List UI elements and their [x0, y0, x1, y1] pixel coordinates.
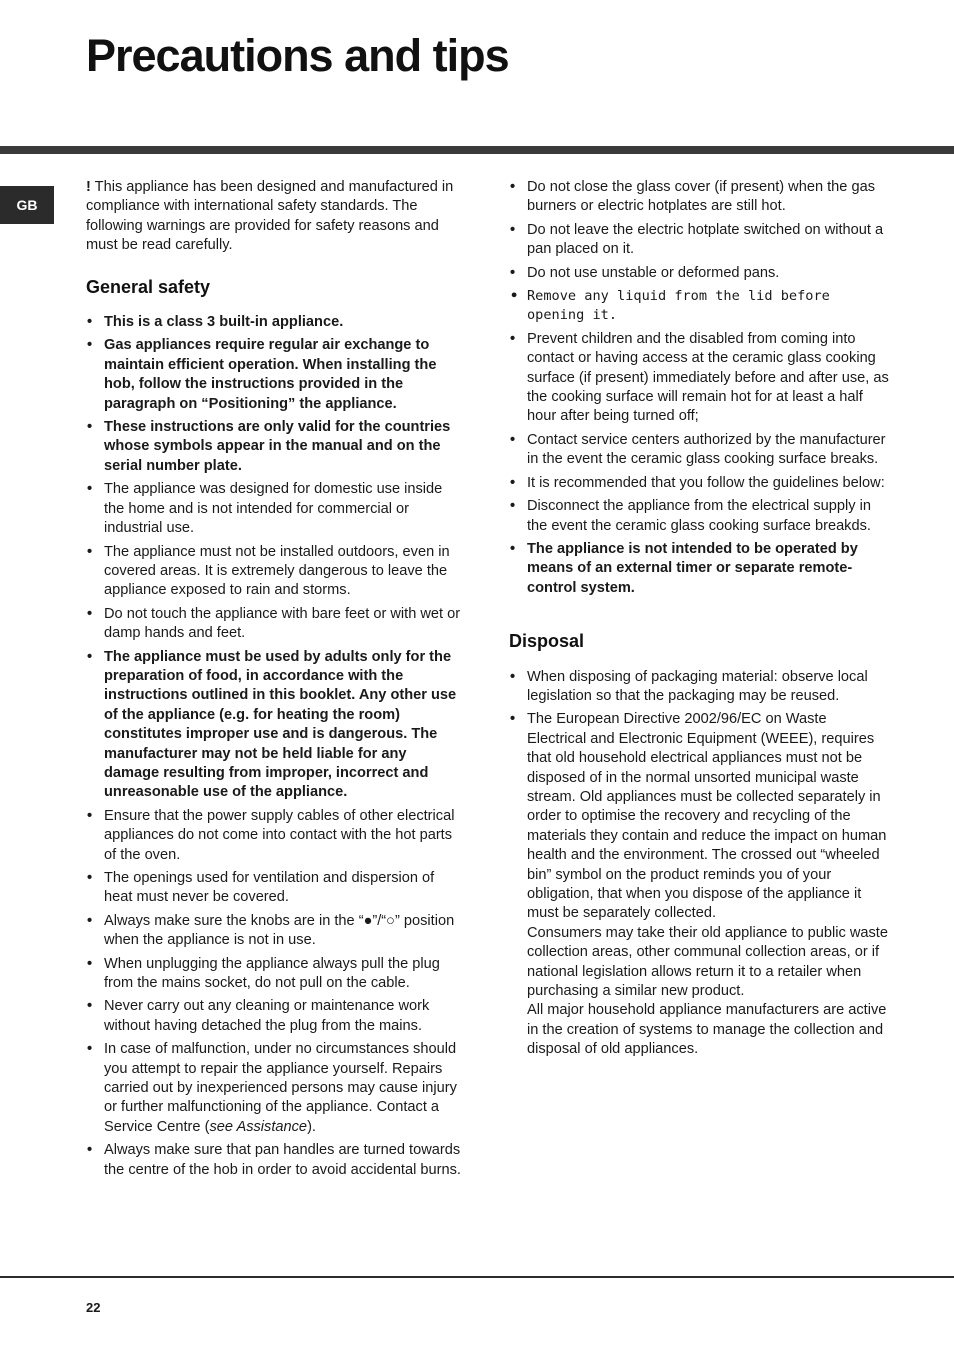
list-item: • Do not close the glass cover (if present) when the gas burners or electric hotplates are still hot.: [510, 179, 875, 215]
footer-divider: [0, 1276, 954, 1278]
intro-paragraph: [86, 178, 464, 256]
page-number: 22: [86, 1300, 101, 1315]
list-item: • These instructions are only valid for the countries whose symbols appear in the manual and on the serial number plate.: [87, 419, 451, 474]
list-item: • Do not touch the appliance with bare feet or with wet or damp hands and feet.: [87, 605, 461, 642]
list-item: • Gas appliances require regular air exchange to maintain efficient operation. When installing the hob, follow the instructions provided in the paragraph on “Positioning” the appliance.: [87, 337, 437, 412]
bullet-icon: •: [510, 540, 516, 557]
list-item: • When disposing of packaging material: observe local legislation so that the packaging may be reused.: [510, 668, 868, 704]
bullet-icon: •: [87, 870, 93, 886]
bullet-icon: •: [87, 998, 93, 1015]
list-item: • The openings used for ventilation and dispersion of heat must never be covered.: [87, 870, 435, 906]
bullet-icon: •: [87, 481, 93, 498]
header-divider: [0, 146, 954, 154]
disposal-paragraph: Consumers may take their old appliance to public waste collection areas, other communal collection areas, or if national legislation allows return it to a retailer when purchasing a similar new product.: [527, 924, 888, 1000]
list-item: • Always make sure the knobs are in the “●”/“○” position when the appliance is not in use.: [87, 912, 455, 949]
bullet-icon: •: [510, 668, 516, 685]
disposal-paragraph: All major household appliance manufacturers are active in the creation of systems to manage the collection and disposal of old appliances.: [527, 1002, 887, 1058]
bullet-icon: •: [510, 264, 516, 281]
list-item: • It is recommended that you follow the guidelines below:: [509, 474, 889, 493]
safety-list-continued: [509, 178, 889, 598]
list-item: • Remove any liquid from the lid before opening it.: [510, 288, 830, 324]
disposal-heading: Disposal: [509, 631, 585, 652]
bullet-icon: •: [87, 648, 93, 665]
bullet-icon: •: [510, 288, 519, 305]
list-item: • In case of malfunction, under no circumstances should you attempt to repair the appliance yourself. Repairs carried out by inexperienced persons may cause injury or further malfunctioning of the appliance. Contact a Service Centre (see Assistance).: [87, 1041, 457, 1135]
right-column: [509, 178, 889, 1064]
list-item: • The European Directive 2002/96/EC on Waste Electrical and Electronic Equipment (WEEE), requires that old household electrical appliances must not be disposed of in the normal unsorted municipal waste stream. Old appliances must be collected separately in order to optimise the recovery and recycling of the materials they contain and reduce the impact on human health and the environment. The crossed out “wheeled bin” symbol on the product reminds you of your obligation, that when you dispose of the appliance it must be separately collected. Consumers may take their old appliance to public waste collection areas, other communal collection areas, or if national legislation allows return it to a retailer when purchasing a similar new product. All major household appliance manufacturers are active in the creation of systems to manage the collection and disposal of old appliances.: [509, 710, 889, 1059]
bullet-icon: •: [510, 221, 516, 238]
bullet-icon: •: [87, 605, 93, 622]
list-item: • The appliance was designed for domestic use inside the home and is not intended for commercial or industrial use.: [87, 481, 443, 537]
language-tab: GB: [0, 186, 54, 224]
bullet-icon: •: [87, 543, 93, 560]
list-item: • The appliance must be used by adults only for the preparation of food, in accordance with the instructions outlined in this booklet. Any other use of the appliance (e.g. for heating the room) constitutes improper use and is dangerous. The manufacturer may not be held liable for any damage resulting from improper, incorrect and unreasonable use of the appliance.: [87, 648, 457, 801]
warning-mark: !: [86, 179, 91, 195]
disposal-list: [509, 668, 889, 1060]
bullet-icon: •: [87, 955, 93, 972]
list-item: • The appliance is not intended to be operated by means of an external timer or separate remote-control system.: [510, 540, 858, 596]
left-column: [86, 178, 464, 1184]
bullet-icon: •: [87, 314, 93, 331]
list-item: • When unplugging the appliance always pull the plug from the mains socket, do not pull on the cable.: [87, 955, 440, 992]
list-item: • Ensure that the power supply cables of other electrical appliances do not come into contact with the hot parts of the oven.: [87, 807, 455, 863]
page-title: Precautions and tips: [86, 30, 509, 81]
bullet-icon: •: [510, 498, 516, 515]
bullet-icon: •: [510, 711, 516, 728]
list-item: • This is a class 3 built-in appliance.: [86, 313, 464, 332]
bullet-icon: •: [87, 419, 93, 436]
bullet-icon: •: [87, 1041, 93, 1058]
bullet-icon: •: [87, 337, 93, 354]
bullet-icon: •: [510, 179, 516, 195]
list-item: • The appliance must not be installed outdoors, even in covered areas. It is extremely dangerous to leave the appliance exposed to rain and storms.: [87, 543, 450, 599]
assistance-reference: see Assistance: [209, 1118, 308, 1135]
bullet-icon: •: [510, 474, 516, 491]
intro-text: This appliance has been designed and manufactured in compliance with international safety standards. The following warnings are provided for safety reasons and must be read carefully.: [86, 179, 454, 254]
bullet-icon: •: [87, 807, 93, 824]
bullet-icon: •: [87, 1142, 93, 1159]
general-safety-heading: General safety: [86, 276, 211, 297]
list-item: • Do not leave the electric hotplate switched on without a pan placed on it.: [510, 221, 884, 258]
list-item: • Disconnect the appliance from the electrical supply in the event the ceramic glass cooking surface breakds.: [510, 498, 871, 534]
bullet-icon: •: [87, 912, 93, 929]
bullet-icon: •: [510, 431, 516, 448]
general-safety-list: [86, 313, 464, 1180]
list-item: • Never carry out any cleaning or maintenance work without having detached the plug from the mains.: [87, 998, 430, 1034]
list-item: • Prevent children and the disabled from coming into contact or having access at the ceramic glass cooking surface (if present) immediately before and after use, as the cooking surface will remain hot for at least a half hour after being turned off;: [510, 330, 889, 425]
bullet-icon: •: [510, 330, 516, 347]
list-item: • Always make sure that pan handles are turned towards the centre of the hob in order to avoid accidental burns.: [87, 1142, 461, 1178]
list-item: • Do not use unstable or deformed pans.: [509, 264, 889, 283]
list-item: • Contact service centers authorized by the manufacturer in the event the ceramic glass cooking surface breaks.: [510, 431, 886, 468]
